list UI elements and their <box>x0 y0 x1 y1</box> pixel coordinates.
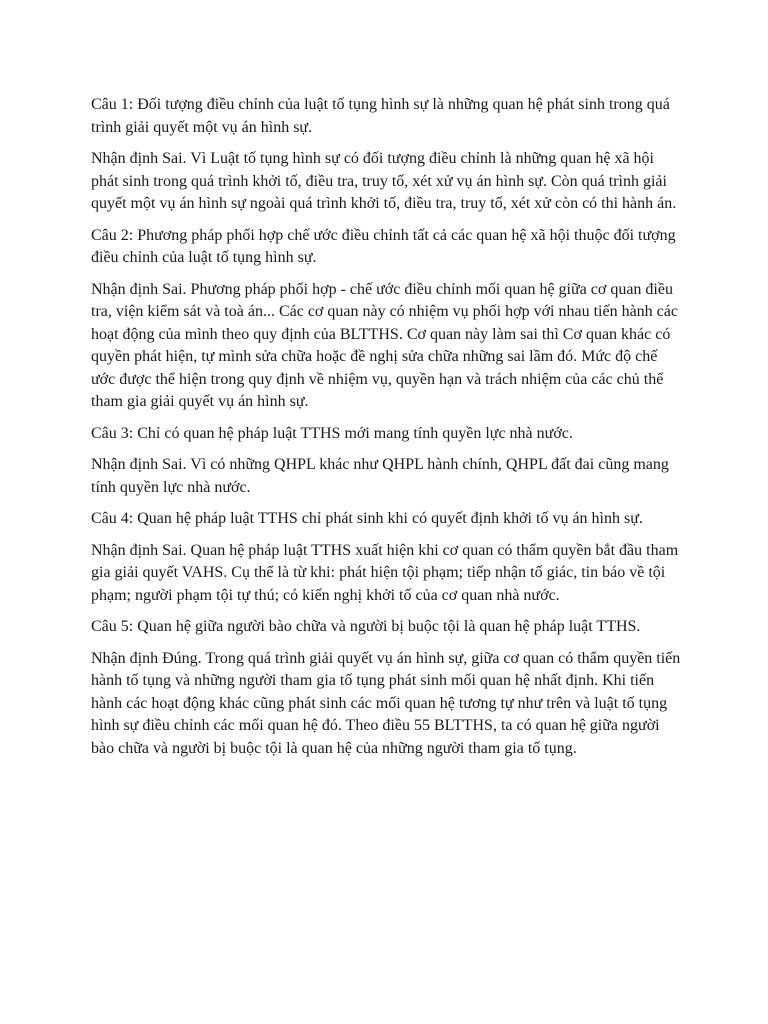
answer-2: Nhận định Sai. Phương pháp phối hợp - chế ước điều chỉnh mối quan hệ giữa cơ quan điều tra, viện kiểm sát và toà án... Các cơ quan này có nhiệm vụ phối hợp với nhau tiến hành các hoạt động của mình theo quy định của BLTTHS. Cơ quan này làm sai thì Cơ quan khác có quyền phát hiện, tự mình sửa chữa hoặc đề nghị sửa chữa những sai lầm đó. Mức độ chế ước được thể hiện trong quy định về nhiệm vụ, quyền hạn và trách nhiệm của các chủ thể tham gia giải quyết vụ án hình sự. <box>91 280 678 410</box>
answer-1: Nhận định Sai. Vì Luật tố tụng hình sự có đối tượng điều chỉnh là những quan hệ xã hội phát sinh trong quá trình khởi tố, điều tra, truy tố, xét xử vụ án hình sự. Còn quá trình giải quyết một vụ án hình sự ngoài quá trình khởi tố, điều tra, truy tố, xét xử còn có thi hành án. <box>91 150 677 212</box>
question-2: Câu 2: Phương pháp phối hợp chế ước điều chỉnh tất cả các quan hệ xã hội thuộc đối tượng điều chỉnh của luật tố tụng hình sự. <box>91 226 676 266</box>
document-body <box>91 94 681 769</box>
question-4: Câu 4: Quan hệ pháp luật TTHS chỉ phát sinh khi có quyết định khởi tố vụ án hình sự. <box>91 510 643 527</box>
answer-5: Nhận định Đúng. Trong quá trình giải quyết vụ án hình sự, giữa cơ quan có thẩm quyền tiến hành tố tụng và những người tham gia tố tụng phát sinh mối quan hệ nhất định. Khi tiến hành các hoạt động khác cũng phát sinh các mối quan hệ tương tự như trên và luật tố tụng hình sự điều chỉnh các mối quan hệ đó. Theo điều 55 BLTTHS, ta có quan hệ giữa người bào chữa và người bị buộc tội là quan hệ của những người tham gia tố tụng. <box>91 649 681 757</box>
question-5: Câu 5: Quan hệ giữa người bào chữa và người bị buộc tội là quan hệ pháp luật TTHS. <box>91 618 641 635</box>
answer-3: Nhận định Sai. Vì có những QHPL khác như QHPL hành chính, QHPL đất đai cũng mang tính quyền lực nhà nước. <box>91 456 669 496</box>
question-3: Câu 3: Chỉ có quan hệ pháp luật TTHS mới mang tính quyền lực nhà nước. <box>91 424 573 442</box>
question-1: Câu 1: Đối tượng điều chỉnh của luật tố tụng hình sự là những quan hệ phát sinh trong quá trình giải quyết một vụ án hình sự. <box>91 96 670 136</box>
answer-4: Nhận định Sai. Quan hệ pháp luật TTHS xuất hiện khi cơ quan có thẩm quyền bắt đầu tham gia giải quyết VAHS. Cụ thể là từ khi: phát hiện tội phạm; tiếp nhận tố giác, tin báo về tội phạm; người phạm tội tự thú; có kiến nghị khởi tố của cơ quan nhà nước. <box>91 541 679 604</box>
